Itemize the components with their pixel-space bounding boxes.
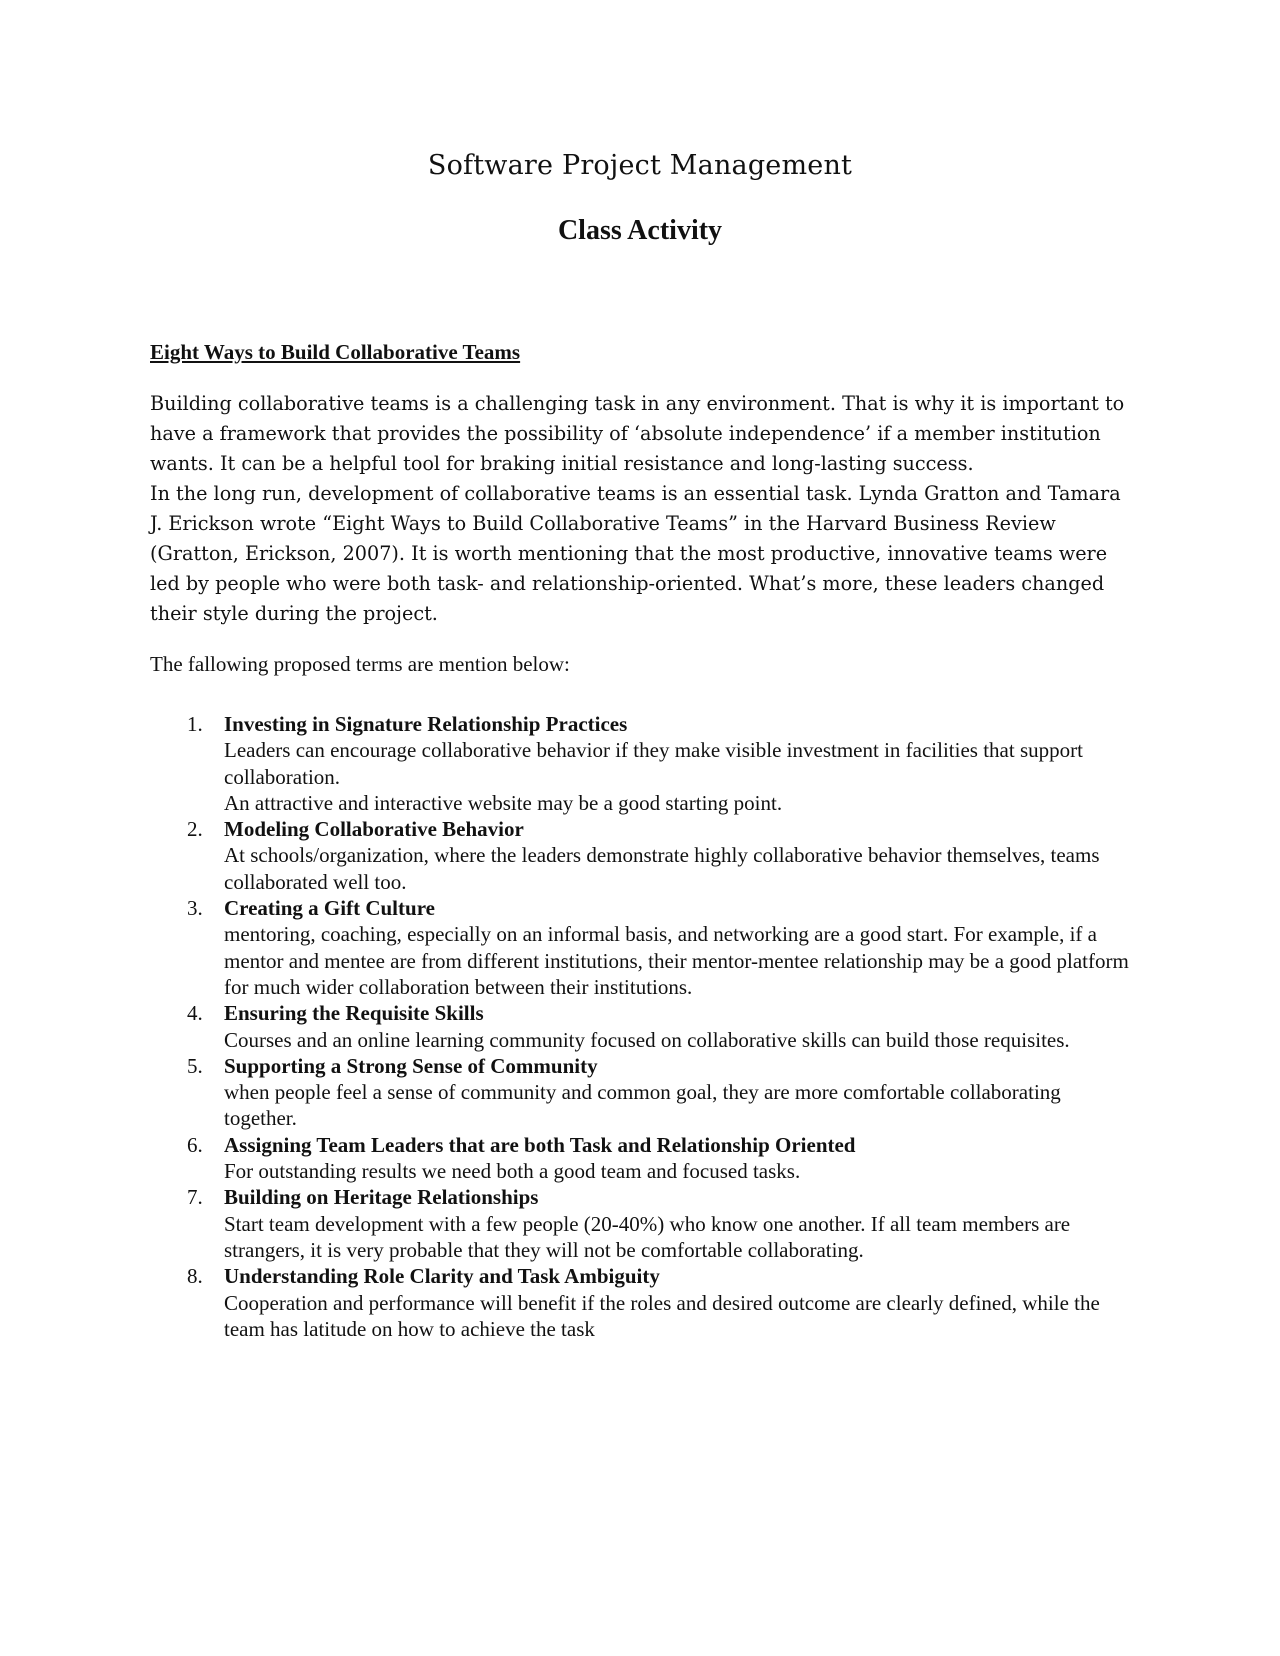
- list-item-number: 5.: [187, 1053, 203, 1078]
- list-item-title: Assigning Team Leaders that are both Task and Relationship Oriented: [224, 1132, 856, 1157]
- document-title: Software Project Management: [427, 150, 853, 181]
- list-item-number: 7.: [187, 1185, 203, 1210]
- paragraph-intro-framework: Building collaborative teams is a challenging task in any environment. That is why it is important to have a framework that provides the possibility of ‘absolute independence’ if a member institution wants. It can be a helpful tool for braking initial resistance and long-lasting success.: [150, 392, 1125, 475]
- list-item-description: when people feel a sense of community and common goal, they are more comfortable collaborating together.: [224, 1080, 1061, 1131]
- list-item-description: Start team development with a few people (20-40%) who know one another. If all team members are strangers, it is very probable that they will not be comfortable collaborating.: [224, 1211, 1071, 1262]
- list-item: [150, 1132, 1130, 1185]
- list-item-title: Building on Heritage Relationships: [224, 1185, 539, 1210]
- list-item: [150, 895, 1130, 1000]
- list-item-description: Cooperation and performance will benefit if the roles and desired outcome are clearly defined, while the team has latitude on how to achieve the task: [224, 1290, 1100, 1341]
- list-item-title: Modeling Collaborative Behavior: [224, 817, 524, 842]
- list-intro: The fallowing proposed terms are mention below:: [150, 652, 570, 676]
- document-subtitle: Class Activity: [557, 215, 723, 246]
- list-item-number: 1.: [187, 712, 203, 736]
- list-item: [150, 1000, 1130, 1053]
- list-item: [150, 1263, 1130, 1342]
- list-item-description: At schools/organization, where the leaders demonstrate highly collaborative behavior themselves, teams collaborated well too.: [224, 843, 1100, 894]
- list-item-description: An attractive and interactive website may be a good starting point.: [224, 790, 783, 815]
- document-body: [150, 337, 1130, 1342]
- list-item: [150, 1184, 1130, 1263]
- paragraph-gratton-erickson: In the long run, development of collaborative teams is an essential task. Lynda Gratton and Tamara J. Erickson wrote “Eight Ways to Build Collaborative Teams” in the Harvard Business Review (Gratton, Erickson, 2007). It is worth mentioning that the most productive, innovative teams were led by people who were both task- and relationship-oriented. What’s more, these leaders changed their style during the project.: [150, 482, 1121, 625]
- list-item-description: Courses and an online learning community focused on collaborative skills can build those requisites.: [224, 1027, 1070, 1052]
- list-item-title: Ensuring the Requisite Skills: [224, 1001, 484, 1026]
- list-item-description: mentoring, coaching, especially on an informal basis, and networking are a good start. For example, if a mentor and mentee are from different institutions, their mentor-mentee relationship may be a good platform for much wider collaboration between their institutions.: [224, 922, 1129, 999]
- list-item-number: 6.: [187, 1132, 203, 1157]
- list-item: [150, 711, 1130, 816]
- list-item: [150, 1053, 1130, 1132]
- ways-list: [150, 711, 1130, 1342]
- list-item-number: 8.: [187, 1264, 203, 1289]
- list-item-title: Creating a Gift Culture: [224, 896, 435, 921]
- section-heading: Eight Ways to Build Collaborative Teams: [150, 340, 521, 364]
- list-item-title: Investing in Signature Relationship Practices: [224, 712, 628, 736]
- list-item-number: 2.: [187, 817, 203, 842]
- list-item-title: Understanding Role Clarity and Task Ambiguity: [224, 1264, 660, 1289]
- list-item-title: Supporting a Strong Sense of Community: [224, 1053, 598, 1078]
- list-item-number: 3.: [187, 896, 203, 921]
- list-item-description: For outstanding results we need both a good team and focused tasks.: [224, 1159, 801, 1184]
- list-item-number: 4.: [187, 1001, 203, 1026]
- list-item: [150, 816, 1130, 895]
- list-item-description: Leaders can encourage collaborative behavior if they make visible investment in facilities that support collaboration.: [224, 738, 1083, 789]
